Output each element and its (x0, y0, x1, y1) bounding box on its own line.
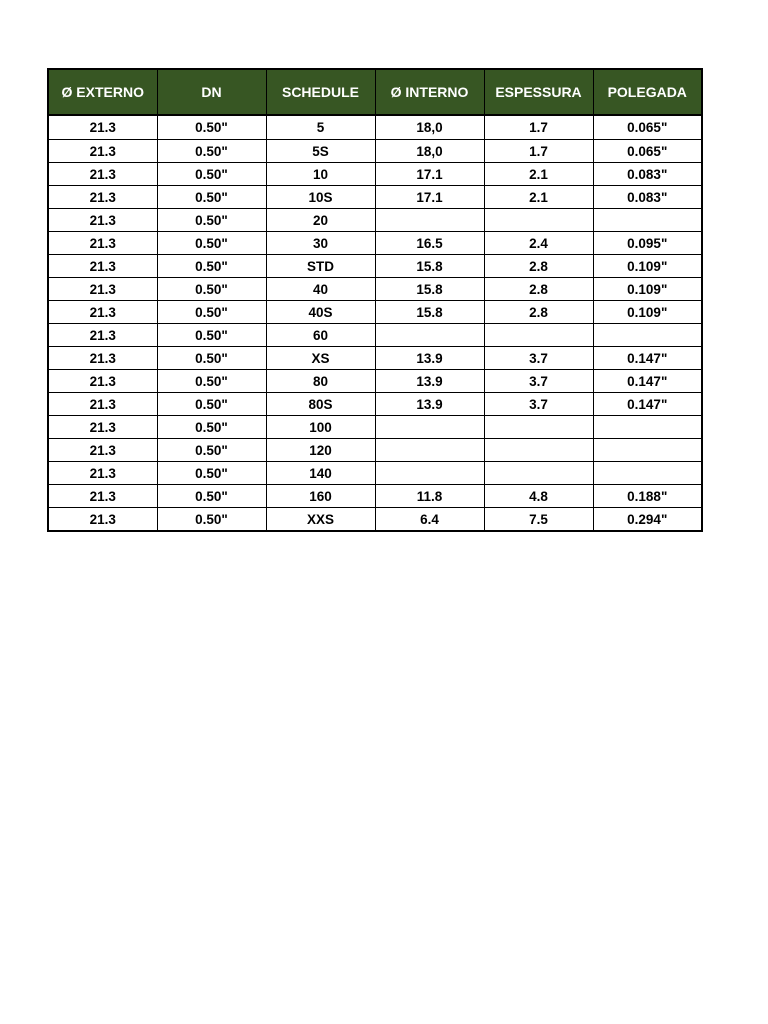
table-row (48, 186, 702, 209)
outer-diameter-cell: 21.3 (48, 416, 157, 439)
header-wall-thickness: ESPESSURA (484, 69, 593, 115)
schedule-cell: 40S (266, 301, 375, 324)
schedule-cell: 80 (266, 370, 375, 393)
dn-cell: 0.50" (157, 370, 266, 393)
inch-cell: 0.109" (593, 278, 702, 301)
wall-thickness-cell: 4.8 (484, 485, 593, 508)
dn-cell: 0.50" (157, 301, 266, 324)
table-header (48, 69, 702, 115)
table-row (48, 115, 702, 140)
wall-thickness-cell (484, 209, 593, 232)
wall-thickness-cell: 2.8 (484, 278, 593, 301)
schedule-cell: 100 (266, 416, 375, 439)
inch-cell (593, 416, 702, 439)
schedule-cell: 120 (266, 439, 375, 462)
inch-cell (593, 324, 702, 347)
wall-thickness-cell: 3.7 (484, 393, 593, 416)
inner-diameter-cell: 17.1 (375, 186, 484, 209)
inner-diameter-cell: 17.1 (375, 163, 484, 186)
table-row (48, 416, 702, 439)
inner-diameter-cell: 15.8 (375, 301, 484, 324)
inch-cell (593, 209, 702, 232)
dn-cell: 0.50" (157, 232, 266, 255)
table-row (48, 462, 702, 485)
wall-thickness-cell: 2.1 (484, 163, 593, 186)
inner-diameter-cell (375, 462, 484, 485)
table-row (48, 347, 702, 370)
table-row (48, 278, 702, 301)
dn-cell: 0.50" (157, 255, 266, 278)
schedule-cell: 40 (266, 278, 375, 301)
inner-diameter-cell: 18,0 (375, 140, 484, 163)
inch-cell: 0.065" (593, 140, 702, 163)
dn-cell: 0.50" (157, 140, 266, 163)
schedule-cell: XXS (266, 508, 375, 532)
inch-cell: 0.109" (593, 301, 702, 324)
dn-cell: 0.50" (157, 163, 266, 186)
outer-diameter-cell: 21.3 (48, 462, 157, 485)
wall-thickness-cell: 1.7 (484, 140, 593, 163)
outer-diameter-cell: 21.3 (48, 439, 157, 462)
inner-diameter-cell: 13.9 (375, 347, 484, 370)
wall-thickness-cell: 2.4 (484, 232, 593, 255)
outer-diameter-cell: 21.3 (48, 508, 157, 532)
table-row (48, 255, 702, 278)
inner-diameter-cell: 13.9 (375, 370, 484, 393)
inch-cell: 0.095" (593, 232, 702, 255)
inner-diameter-cell (375, 439, 484, 462)
header-schedule: SCHEDULE (266, 69, 375, 115)
wall-thickness-cell: 2.8 (484, 255, 593, 278)
wall-thickness-cell: 2.8 (484, 301, 593, 324)
dn-cell: 0.50" (157, 347, 266, 370)
outer-diameter-cell: 21.3 (48, 186, 157, 209)
outer-diameter-cell: 21.3 (48, 347, 157, 370)
inner-diameter-cell: 18,0 (375, 115, 484, 140)
schedule-cell: 80S (266, 393, 375, 416)
schedule-cell: 10S (266, 186, 375, 209)
inch-cell: 0.147" (593, 393, 702, 416)
schedule-cell: 5S (266, 140, 375, 163)
inner-diameter-cell: 15.8 (375, 278, 484, 301)
table-row (48, 370, 702, 393)
dn-cell: 0.50" (157, 393, 266, 416)
inch-cell (593, 462, 702, 485)
outer-diameter-cell: 21.3 (89, 120, 116, 135)
outer-diameter-cell: 21.3 (48, 232, 157, 255)
table-body (48, 115, 702, 531)
wall-thickness-cell: 1.7 (484, 115, 593, 140)
outer-diameter-cell: 21.3 (48, 255, 157, 278)
table-row (48, 439, 702, 462)
header-inch: POLEGADA (593, 69, 702, 115)
outer-diameter-cell: 21.3 (48, 485, 157, 508)
table-row (48, 508, 702, 532)
inch-cell: 0.147" (593, 370, 702, 393)
outer-diameter-cell: 21.3 (48, 140, 157, 163)
pipe-schedule-table (47, 68, 703, 532)
outer-diameter-cell: 21.3 (48, 393, 157, 416)
inch-cell (593, 439, 702, 462)
table-row (48, 209, 702, 232)
inch-cell: 0.083" (593, 163, 702, 186)
schedule-cell: 10 (266, 163, 375, 186)
dn-cell: 0.50" (157, 209, 266, 232)
outer-diameter-cell: 21.3 (48, 301, 157, 324)
dn-cell: 0.50" (157, 439, 266, 462)
dn-cell: 0.50" (157, 485, 266, 508)
outer-diameter-cell: 21.3 (48, 324, 157, 347)
schedule-cell: 140 (266, 462, 375, 485)
inner-diameter-cell: 11.8 (375, 485, 484, 508)
wall-thickness-cell (484, 324, 593, 347)
schedule-cell: STD (266, 255, 375, 278)
schedule-cell: 20 (266, 209, 375, 232)
header-row (48, 69, 702, 115)
wall-thickness-cell: 2.1 (484, 186, 593, 209)
wall-thickness-cell (484, 462, 593, 485)
inch-cell: 0.188" (593, 485, 702, 508)
inner-diameter-cell (375, 416, 484, 439)
outer-diameter-cell: 21.3 (48, 278, 157, 301)
inch-cell: 0.065" (593, 115, 702, 140)
inner-diameter-cell (375, 209, 484, 232)
inner-diameter-cell: 15.8 (375, 255, 484, 278)
inch-cell: 0.083" (593, 186, 702, 209)
wall-thickness-cell: 3.7 (484, 347, 593, 370)
dn-cell: 0.50" (157, 186, 266, 209)
header-inner-diameter: Ø INTERNO (375, 69, 484, 115)
header-dn: DN (157, 69, 266, 115)
outer-diameter-cell: 21.3 (48, 370, 157, 393)
table-row (48, 163, 702, 186)
dn-cell: 0.50" (157, 462, 266, 485)
inner-diameter-cell: 13.9 (375, 393, 484, 416)
schedule-cell: XS (266, 347, 375, 370)
table-row (48, 485, 702, 508)
dn-cell: 0.50" (157, 115, 266, 140)
schedule-cell: 60 (266, 324, 375, 347)
schedule-cell: 5 (266, 115, 375, 140)
inch-cell: 0.147" (593, 347, 702, 370)
table-row (48, 324, 702, 347)
header-outer-diameter: Ø EXTERNO (48, 69, 157, 115)
table-row (48, 140, 702, 163)
inner-diameter-cell: 6.4 (375, 508, 484, 532)
wall-thickness-cell (484, 439, 593, 462)
inch-cell: 0.294" (593, 508, 702, 532)
schedule-cell: 160 (266, 485, 375, 508)
wall-thickness-cell (484, 416, 593, 439)
inch-cell: 0.109" (593, 255, 702, 278)
dn-cell: 0.50" (157, 278, 266, 301)
inner-diameter-cell (375, 324, 484, 347)
inner-diameter-cell: 16.5 (375, 232, 484, 255)
dn-cell: 0.50" (157, 324, 266, 347)
wall-thickness-cell: 7.5 (484, 508, 593, 532)
table-row (48, 301, 702, 324)
table-row (48, 232, 702, 255)
outer-diameter-cell: 21.3 (48, 209, 157, 232)
schedule-cell: 30 (266, 232, 375, 255)
table-row (48, 393, 702, 416)
wall-thickness-cell: 3.7 (484, 370, 593, 393)
pipe-schedule-sheet (47, 68, 703, 532)
dn-cell: 0.50" (157, 508, 266, 532)
outer-diameter-cell: 21.3 (48, 163, 157, 186)
dn-cell: 0.50" (157, 416, 266, 439)
